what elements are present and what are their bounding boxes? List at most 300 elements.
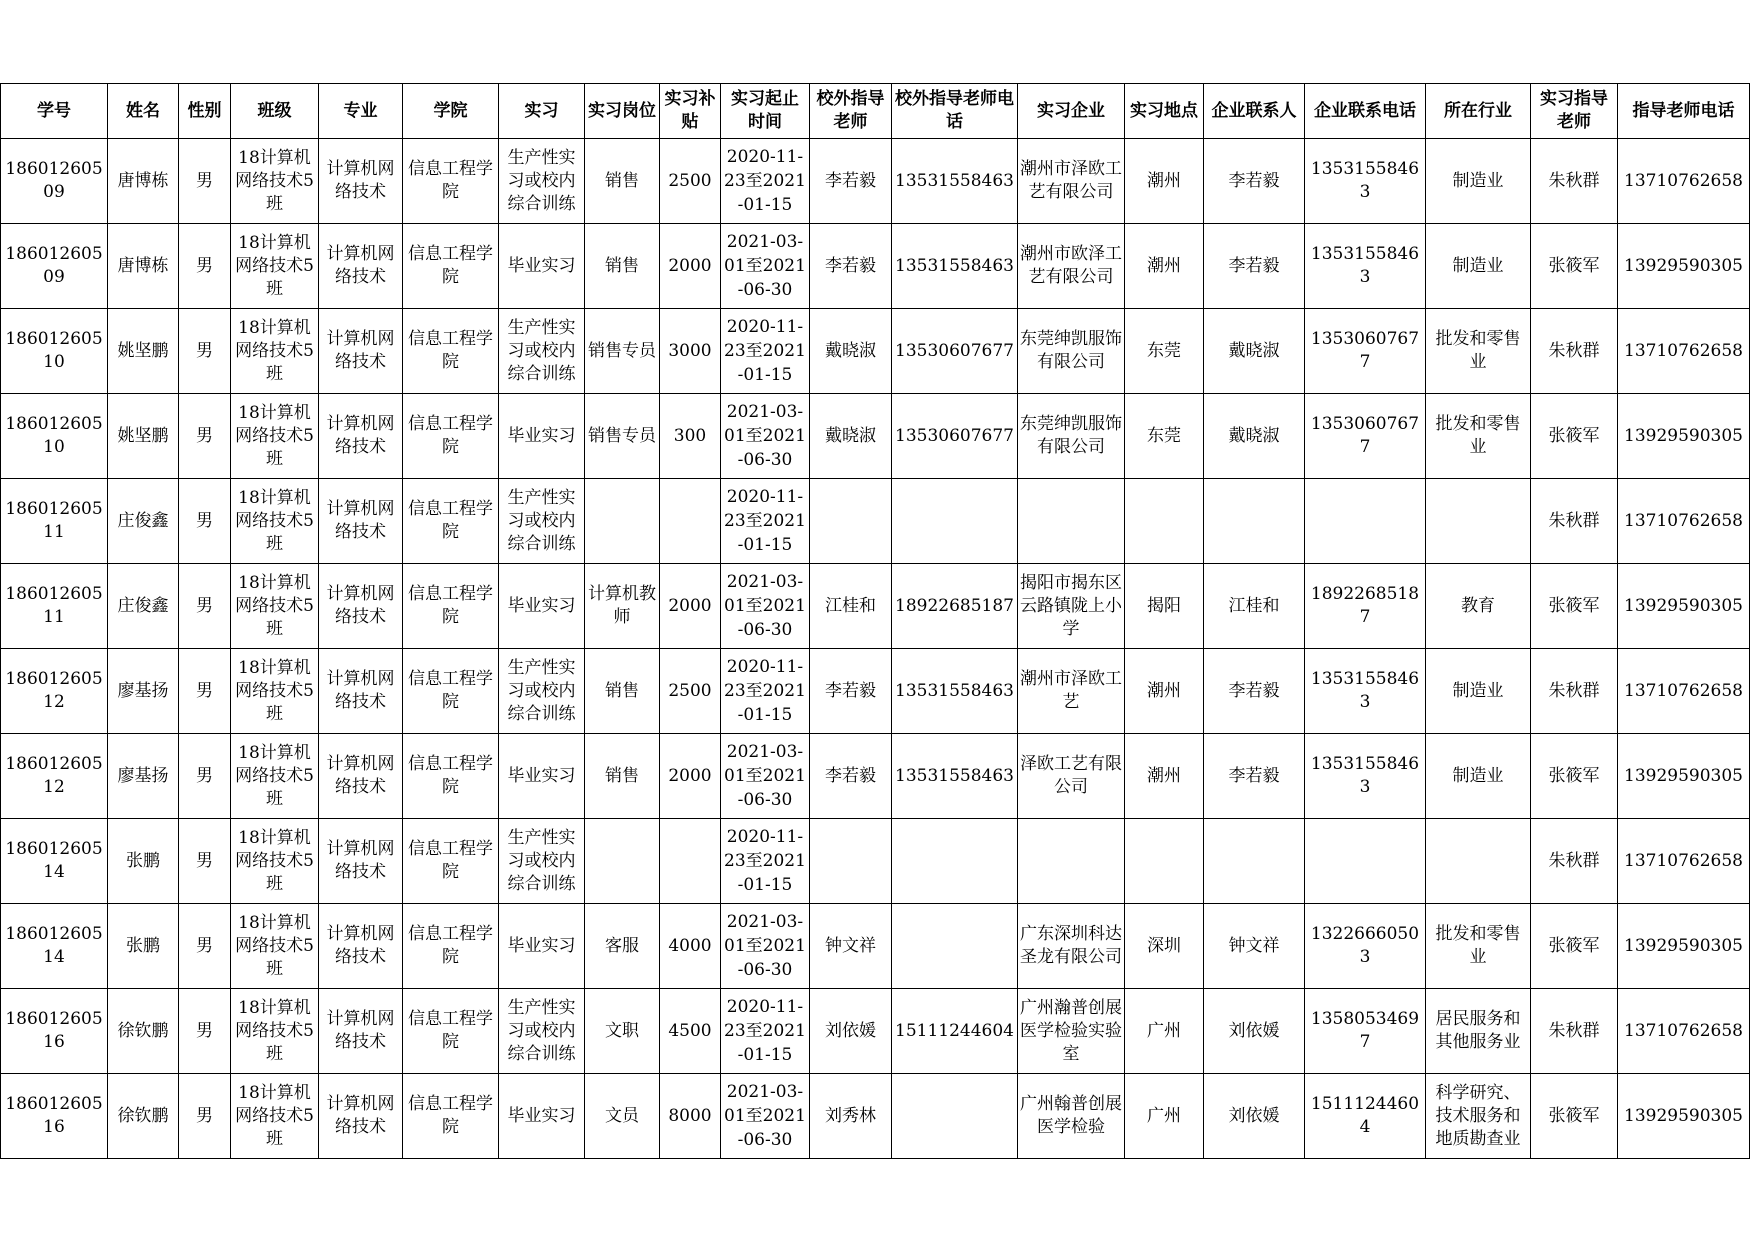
cell-text: 信息工程学院 [408,159,493,202]
cell-text: 男 [196,510,213,531]
cell-class [231,224,319,309]
cell-subsidy [660,904,721,989]
cell-company-phone [1305,649,1426,734]
cell-text: 庄俊鑫 [117,510,169,531]
cell-company-contact [1204,224,1305,309]
cell-college [403,309,499,394]
cell-text: 4500 [668,1020,712,1041]
cell-text: 计算机网络技术 [326,754,395,797]
cell-mentor-phone [1618,734,1750,819]
cell-text: 毕业实习 [507,595,576,616]
cell-text: 13929590305 [1624,1105,1743,1126]
cell-company [1018,564,1125,649]
cell-company-phone [1305,564,1426,649]
cell-text: 18计算机网络技术5班 [235,997,314,1064]
cell-text: 男 [196,765,213,786]
cell-text: 唐博栋 [117,255,169,276]
table-row [1,139,1750,224]
cell-external-mentor-phone [892,139,1018,224]
cell-text: 销售 [605,680,639,701]
cell-company [1018,394,1125,479]
cell-external-mentor [810,989,892,1074]
cell-text: 2020-11-23至2021-01-15 [724,487,806,555]
cell-subsidy [660,1074,721,1159]
cell-text: 毕业实习 [507,425,576,446]
cell-text: 文职 [605,1020,639,1041]
cell-external-mentor-phone [892,819,1018,904]
cell-position [585,1074,660,1159]
cell-period [721,819,810,904]
cell-text: 13929590305 [1624,595,1743,616]
cell-text: 男 [196,935,213,956]
cell-mentor-phone [1618,479,1750,564]
cell-subsidy [660,394,721,479]
cell-period [721,989,810,1074]
table-row [1,649,1750,734]
cell-internship-mentor [1531,394,1618,479]
cell-external-mentor [810,734,892,819]
cell-text: 李若毅 [1228,170,1280,191]
cell-external-mentor [810,819,892,904]
cell-company-phone [1305,479,1426,564]
cell-name [108,819,179,904]
cell-position [585,394,660,479]
cell-text: 销售 [605,255,639,276]
cell-text: 13531558463 [1310,669,1420,712]
cell-text: 客服 [605,935,639,956]
cell-text: 2020-11-23至2021-01-15 [724,997,806,1065]
cell-external-mentor-phone [892,394,1018,479]
cell-period [721,1074,810,1159]
cell-text: 13530607677 [895,425,1014,446]
cell-text: 18计算机网络技术5班 [235,402,314,469]
cell-major [319,479,403,564]
cell-external-mentor-phone [892,564,1018,649]
cell-gender [179,989,231,1074]
cell-external-mentor [810,904,892,989]
cell-text: 15111244604 [895,1020,1014,1041]
cell-text: 13531558463 [1310,754,1420,797]
table-row [1,394,1750,479]
cell-text: 4000 [668,935,712,956]
cell-major [319,649,403,734]
cell-text: 2021-03-01至2021-06-30 [724,402,806,470]
cell-text: 13710762658 [1624,680,1743,701]
cell-text: 朱秋群 [1548,850,1600,871]
cell-major [319,819,403,904]
cell-external-mentor [810,564,892,649]
cell-text: 18601260511 [5,584,103,627]
header-external-mentor-phone: 校外指导老师电话 [892,84,1018,139]
cell-text: 男 [196,340,213,361]
cell-industry [1426,904,1531,989]
cell-text: 2021-03-01至2021-06-30 [724,1082,806,1150]
cell-company [1018,904,1125,989]
cell-text: 销售专员 [588,425,656,446]
cell-name [108,1074,179,1159]
cell-location [1125,649,1204,734]
cell-text: 13531558463 [1310,244,1420,287]
cell-text: 18601260510 [5,414,103,457]
cell-class [231,989,319,1074]
cell-text: 信息工程学院 [408,754,493,797]
cell-subsidy [660,564,721,649]
cell-text: 男 [196,850,213,871]
cell-location [1125,1074,1204,1159]
cell-text: 徐钦鹏 [117,1020,169,1041]
cell-text: 江桂和 [1228,595,1280,616]
cell-name [108,479,179,564]
cell-text: 13531558463 [895,765,1014,786]
cell-company-contact [1204,904,1305,989]
cell-gender [179,394,231,479]
cell-text: 戴晓淑 [1228,425,1280,446]
cell-company-phone [1305,394,1426,479]
cell-location [1125,819,1204,904]
table-row [1,819,1750,904]
cell-text: 13531558463 [895,680,1014,701]
cell-gender [179,649,231,734]
header-class: 班级 [231,84,319,139]
cell-external-mentor-phone [892,479,1018,564]
cell-subsidy [660,479,721,564]
cell-position [585,649,660,734]
cell-gender [179,309,231,394]
cell-company-phone [1305,1074,1426,1159]
cell-text: 潮州市泽欧工艺有限公司 [1020,159,1122,202]
table-body [1,139,1750,1159]
cell-position [585,989,660,1074]
cell-internship-mentor [1531,989,1618,1074]
cell-text: 泽欧工艺有限公司 [1020,754,1122,797]
cell-text: 生产性实习或校内综合训练 [507,147,576,214]
cell-company [1018,819,1125,904]
cell-college [403,989,499,1074]
cell-text: 13531558463 [1310,159,1420,202]
cell-text: 18601260516 [5,1094,103,1137]
cell-text: 东莞 [1147,425,1181,446]
cell-text: 广州 [1147,1105,1181,1126]
cell-text: 张筱军 [1548,255,1600,276]
cell-internship-type [499,1074,585,1159]
cell-company-phone [1305,309,1426,394]
cell-name [108,649,179,734]
cell-text: 2021-03-01至2021-06-30 [724,232,806,300]
cell-text: 18601260512 [5,669,103,712]
cell-mentor-phone [1618,139,1750,224]
header-internship-type: 实习 [499,84,585,139]
cell-text: 13580534697 [1310,1009,1420,1052]
cell-location [1125,904,1204,989]
cell-college [403,649,499,734]
cell-name [108,734,179,819]
cell-mentor-phone [1618,649,1750,734]
cell-text: 廖基扬 [117,680,169,701]
cell-company [1018,649,1125,734]
cell-text: 张筱军 [1548,935,1600,956]
cell-subsidy [660,819,721,904]
cell-text: 广州 [1147,1020,1181,1041]
cell-college [403,819,499,904]
cell-class [231,1074,319,1159]
cell-text: 潮州 [1147,255,1181,276]
cell-name [108,564,179,649]
cell-text: 18计算机网络技术5班 [235,742,314,809]
cell-text: 生产性实习或校内综合训练 [507,657,576,724]
header-row [1,84,1750,139]
cell-location [1125,734,1204,819]
cell-text: 13530607677 [895,340,1014,361]
cell-internship-type [499,904,585,989]
cell-text: 毕业实习 [507,1105,576,1126]
cell-text: 18601260509 [5,159,103,202]
cell-period [721,734,810,819]
cell-external-mentor-phone [892,904,1018,989]
cell-mentor-phone [1618,819,1750,904]
cell-text: 科学研究、技术服务和地质勘查业 [1435,1082,1521,1149]
cell-position [585,224,660,309]
cell-text: 批发和零售业 [1435,414,1521,457]
cell-industry [1426,479,1531,564]
cell-text: 信息工程学院 [408,244,493,287]
cell-text: 戴晓淑 [825,340,876,361]
cell-text: 18601260516 [5,1009,103,1052]
cell-period [721,224,810,309]
cell-text: 生产性实习或校内综合训练 [507,827,576,894]
cell-text: 李若毅 [825,170,876,191]
cell-company [1018,1074,1125,1159]
cell-location [1125,309,1204,394]
cell-text: 18计算机网络技术5班 [235,1082,314,1149]
cell-class [231,564,319,649]
cell-class [231,479,319,564]
cell-text: 张鹏 [126,935,160,956]
cell-external-mentor [810,1074,892,1159]
cell-text: 李若毅 [825,765,876,786]
cell-internship-type [499,394,585,479]
cell-company-contact [1204,564,1305,649]
cell-text: 男 [196,595,213,616]
cell-text: 2020-11-23至2021-01-15 [724,827,806,895]
cell-text: 信息工程学院 [408,669,493,712]
cell-text: 朱秋群 [1548,680,1600,701]
cell-internship-mentor [1531,479,1618,564]
cell-subsidy [660,139,721,224]
cell-major [319,309,403,394]
cell-text: 18计算机网络技术5班 [235,827,314,894]
cell-text: 制造业 [1452,765,1504,786]
cell-period [721,649,810,734]
cell-text: 信息工程学院 [408,414,493,457]
cell-text: 男 [196,680,213,701]
cell-text: 计算机网络技术 [326,584,395,627]
cell-student-id [1,1074,108,1159]
cell-text: 李若毅 [1228,255,1280,276]
cell-college [403,479,499,564]
cell-text: 生产性实习或校内综合训练 [507,997,576,1064]
cell-text: 刘依媛 [1228,1020,1280,1041]
cell-location [1125,564,1204,649]
cell-mentor-phone [1618,989,1750,1074]
cell-text: 东莞 [1147,340,1181,361]
cell-company-contact [1204,139,1305,224]
cell-text: 江桂和 [825,595,876,616]
cell-industry [1426,309,1531,394]
header-period: 实习起止时间 [721,84,810,139]
cell-text: 教育 [1461,595,1495,616]
cell-internship-mentor [1531,224,1618,309]
cell-text: 信息工程学院 [408,1094,493,1137]
cell-external-mentor-phone [892,309,1018,394]
cell-text: 13531558463 [895,170,1014,191]
cell-text: 李若毅 [825,680,876,701]
cell-internship-type [499,564,585,649]
cell-text: 18计算机网络技术5班 [235,487,314,554]
cell-mentor-phone [1618,394,1750,479]
cell-subsidy [660,989,721,1074]
cell-text: 信息工程学院 [408,329,493,372]
cell-industry [1426,139,1531,224]
header-company-phone: 企业联系电话 [1305,84,1426,139]
cell-company-contact [1204,309,1305,394]
cell-college [403,734,499,819]
cell-position [585,564,660,649]
cell-mentor-phone [1618,309,1750,394]
cell-mentor-phone [1618,224,1750,309]
cell-gender [179,479,231,564]
cell-industry [1426,564,1531,649]
cell-period [721,309,810,394]
cell-text: 计算机网络技术 [326,1009,395,1052]
cell-name [108,224,179,309]
cell-major [319,224,403,309]
cell-text: 毕业实习 [507,765,576,786]
cell-external-mentor-phone [892,1074,1018,1159]
cell-text: 2000 [668,765,712,786]
cell-text: 2500 [668,680,712,701]
cell-major [319,564,403,649]
cell-text: 李若毅 [1228,680,1280,701]
cell-class [231,649,319,734]
cell-text: 李若毅 [1228,765,1280,786]
cell-text: 计算机网络技术 [326,669,395,712]
cell-text: 揭阳市揭东区云路镇陇上小学 [1020,572,1122,639]
cell-college [403,224,499,309]
cell-text: 东莞绅凯服饰有限公司 [1020,329,1122,372]
cell-text: 徐钦鹏 [117,1105,169,1126]
cell-text: 13710762658 [1624,170,1743,191]
cell-text: 居民服务和其他服务业 [1435,1009,1521,1052]
cell-major [319,1074,403,1159]
cell-text: 计算机网络技术 [326,329,395,372]
cell-name [108,989,179,1074]
cell-text: 张筱军 [1548,595,1600,616]
cell-text: 钟文祥 [1228,935,1280,956]
cell-company [1018,224,1125,309]
cell-external-mentor [810,649,892,734]
internship-sheet [0,83,1750,1159]
cell-college [403,1074,499,1159]
cell-internship-type [499,309,585,394]
cell-text: 13226660503 [1310,924,1420,967]
cell-position [585,479,660,564]
cell-text: 信息工程学院 [408,839,493,882]
cell-text: 18922685187 [1310,584,1420,627]
cell-text: 13531558463 [895,255,1014,276]
cell-text: 朱秋群 [1548,510,1600,531]
cell-gender [179,139,231,224]
cell-text: 揭阳 [1147,595,1181,616]
cell-text: 信息工程学院 [408,499,493,542]
cell-text: 男 [196,170,213,191]
cell-major [319,989,403,1074]
cell-internship-mentor [1531,564,1618,649]
cell-text: 13929590305 [1624,765,1743,786]
cell-text: 制造业 [1452,170,1504,191]
cell-text: 张筱军 [1548,425,1600,446]
cell-external-mentor [810,309,892,394]
cell-company [1018,139,1125,224]
header-college: 学院 [403,84,499,139]
cell-class [231,734,319,819]
cell-external-mentor [810,224,892,309]
cell-text: 2021-03-01至2021-06-30 [724,742,806,810]
cell-industry [1426,734,1531,819]
cell-text: 13710762658 [1624,510,1743,531]
cell-text: 2500 [668,170,712,191]
cell-text: 18601260514 [5,924,103,967]
cell-text: 13710762658 [1624,1020,1743,1041]
cell-text: 18601260510 [5,329,103,372]
cell-text: 姚坚鹏 [117,425,169,446]
cell-text: 8000 [668,1105,712,1126]
cell-internship-type [499,819,585,904]
cell-text: 张筱军 [1548,765,1600,786]
cell-name [108,309,179,394]
cell-text: 18601260509 [5,244,103,287]
cell-text: 18计算机网络技术5班 [235,147,314,214]
header-name: 姓名 [108,84,179,139]
table-row [1,479,1750,564]
cell-gender [179,819,231,904]
cell-text: 制造业 [1452,255,1504,276]
cell-external-mentor-phone [892,224,1018,309]
cell-text: 计算机网络技术 [326,244,395,287]
cell-class [231,309,319,394]
table-row [1,309,1750,394]
cell-mentor-phone [1618,564,1750,649]
cell-gender [179,224,231,309]
cell-company-phone [1305,904,1426,989]
cell-gender [179,904,231,989]
cell-name [108,904,179,989]
cell-internship-mentor [1531,309,1618,394]
cell-major [319,394,403,479]
cell-text: 戴晓淑 [1228,340,1280,361]
cell-location [1125,224,1204,309]
cell-text: 张鹏 [126,850,160,871]
cell-text: 潮州 [1147,765,1181,786]
cell-internship-mentor [1531,139,1618,224]
cell-text: 广州翰普创展医学检验 [1020,1094,1122,1137]
cell-internship-type [499,649,585,734]
cell-text: 信息工程学院 [408,584,493,627]
cell-student-id [1,479,108,564]
cell-text: 销售 [605,765,639,786]
cell-gender [179,564,231,649]
cell-text: 销售 [605,170,639,191]
cell-company-contact [1204,394,1305,479]
